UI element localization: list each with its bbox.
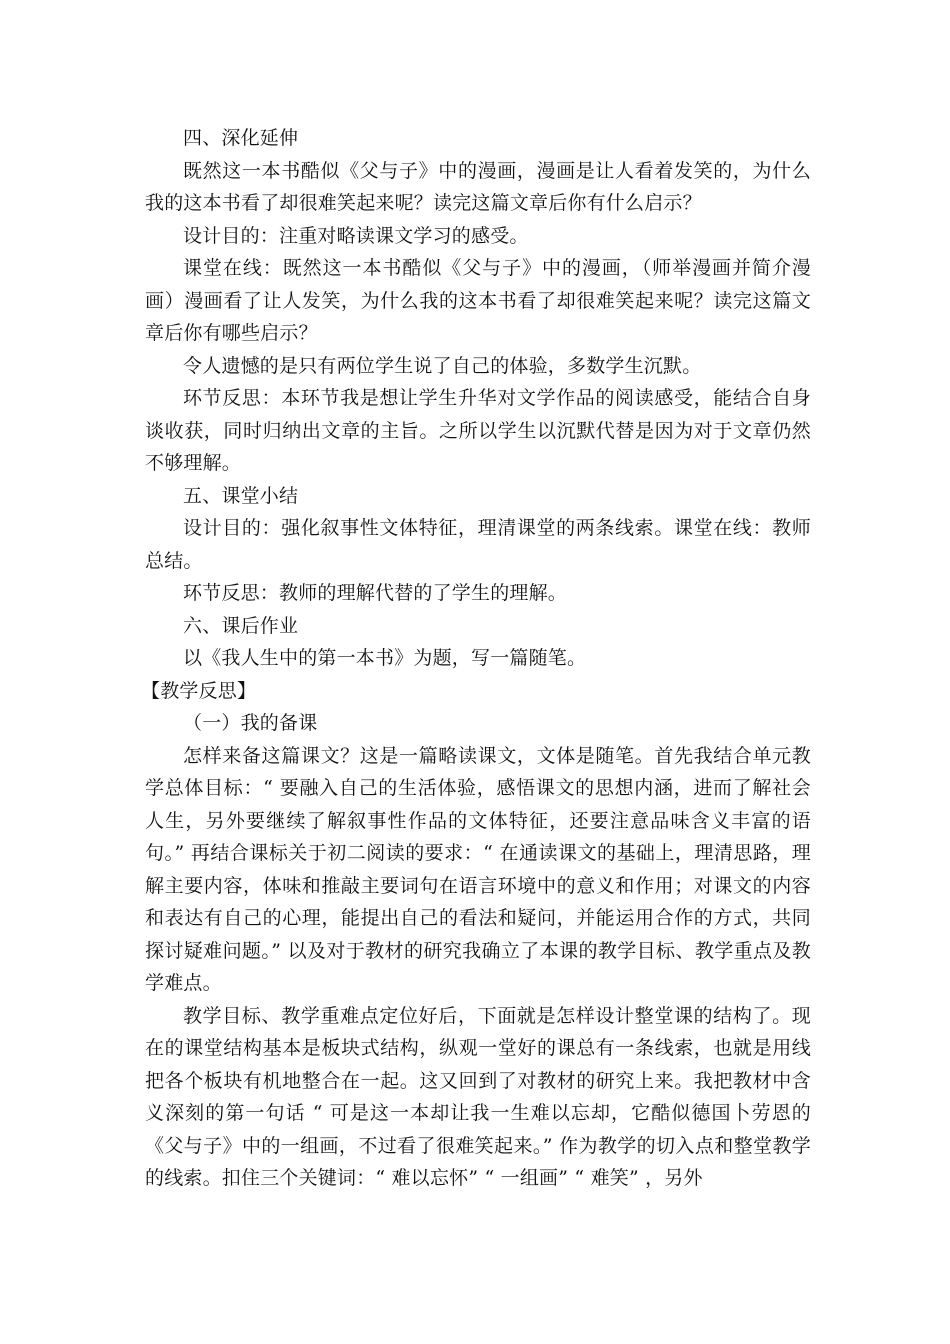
paragraph-reflection: 环节反思：本环节我是想让学生升华对文学作品的阅读感受，能结合自身谈收获，同时归纳出文章的主旨。之所以学生以沉默代替是因为对于文章仍然不够理解。 bbox=[145, 387, 811, 474]
paragraph-preparation: 怎样来备这篇课文？这是一篇略读课文，文体是随笔。首先我结合单元教学总体目标：“ 要融入自己的生活体验，感悟课文的思想内涵，进而了解社会人生，另外要继续了解叙事性作品的文体特征，还要注意品味含义丰富的语句。” 再结合课标关于初二阅读的要求：“ 在通读课文的基础上，理清思路，理解主要内容，体味和推敲主要词句在语言环境中的意义和作用；对课文的内容和表达有自己的心理，能提出自己的看法和疑问，并能运用合作的方式，共同探讨疑难问题。” 以及对于教材的研究我确立了本课的教学目标、教学重点及教学难点。 bbox=[145, 744, 811, 994]
paragraph-design-purpose: 设计目的：注重对略读课文学习的感受。 bbox=[183, 224, 529, 247]
paragraph-classroom-online: 课堂在线：既然这一本书酷似《父与子》中的漫画，（师举漫画并简介漫画）漫画看了让人发笑，为什么我的这本书看了却很难笑起来呢？读完这篇文章后你有哪些启示？ bbox=[145, 257, 811, 344]
document-page bbox=[141, 122, 811, 1195]
paragraph-summary-reflection: 环节反思：教师的理解代替的了学生的理解。 bbox=[183, 582, 568, 604]
heading-homework: 六、课后作业 bbox=[183, 614, 299, 637]
heading-teaching-reflection: 【教学反思】 bbox=[141, 679, 257, 702]
heading-class-summary: 五、课堂小结 bbox=[183, 484, 299, 507]
paragraph-regret: 令人遗憾的是只有两位学生说了自己的体验，多数学生沉默。 bbox=[183, 354, 702, 377]
heading-deepen-extend: 四、深化延伸 bbox=[183, 127, 299, 149]
paragraph-question: 既然这一本书酷似《父与子》中的漫画，漫画是让人看着发笑的，为什么我的这本书看了却很难笑起来呢？读完这篇文章后你有什么启示？ bbox=[145, 159, 811, 214]
paragraph-summary-purpose: 设计目的：强化叙事性文体特征，理清课堂的两条线索。课堂在线：教师总结。 bbox=[145, 517, 811, 572]
paragraph-structure: 教学目标、教学重难点定位好后，下面就是怎样设计整堂课的结构了。现在的课堂结构基本是板块式结构，纵观一堂好的课总有一条线索，也就是用线把各个板块有机地整合在一起。这又回到了对教材的研究上来。我把教材中含义深刻的第一句话 “ 可是这一本却让我一生难以忘却，它酷似德国卜劳恩的《父与子》中的一组画，不过看了很难笑起来。” 作为教学的切入点和整堂教学的线索。扣住三个关键词：“ 难以忘怀” “ 一组画” “ 难笑” ，另外 bbox=[145, 1004, 811, 1189]
subheading-my-preparation: （一）我的备课 bbox=[183, 712, 318, 734]
paragraph-homework: 以《我人生中的第一本书》为题，写一篇随笔。 bbox=[183, 647, 587, 669]
